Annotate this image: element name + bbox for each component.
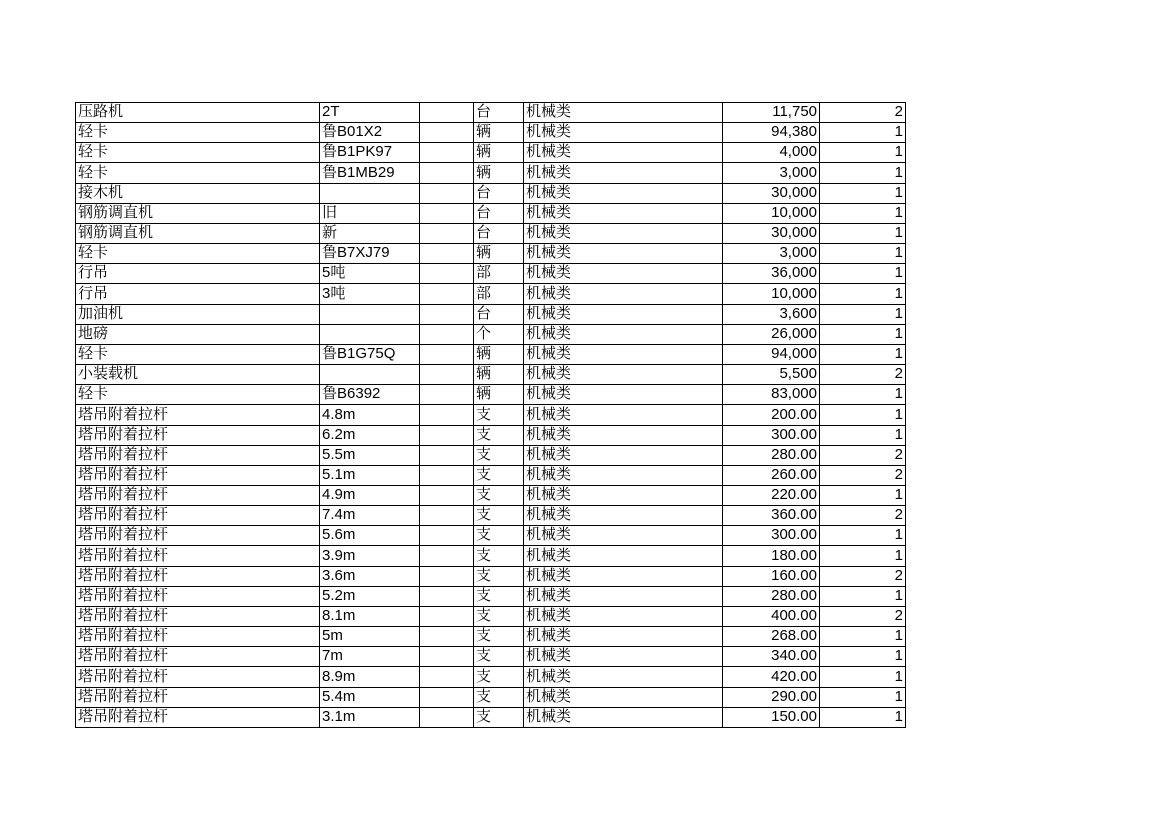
- cell-value[interactable]: 300.00: [723, 425, 820, 445]
- cell-category[interactable]: 机械类: [524, 284, 723, 304]
- cell-blank[interactable]: [420, 546, 474, 566]
- cell-blank[interactable]: [420, 365, 474, 385]
- cell-unit[interactable]: 台: [474, 103, 524, 123]
- cell-quantity[interactable]: 1: [820, 203, 906, 223]
- cell-quantity[interactable]: 1: [820, 143, 906, 163]
- cell-value[interactable]: 340.00: [723, 647, 820, 667]
- cell-unit[interactable]: 支: [474, 485, 524, 505]
- cell-quantity[interactable]: 1: [820, 324, 906, 344]
- cell-value[interactable]: 200.00: [723, 405, 820, 425]
- table-row: [76, 344, 906, 364]
- cell-quantity[interactable]: 2: [820, 103, 906, 123]
- cell-value[interactable]: 4,000: [723, 143, 820, 163]
- cell-item-name[interactable]: 塔吊附着拉杆: [76, 586, 320, 606]
- cell-spec[interactable]: 7.4m: [320, 506, 420, 526]
- cell-spec[interactable]: 2T: [320, 103, 420, 123]
- cell-category[interactable]: 机械类: [524, 344, 723, 364]
- table-row: [76, 123, 906, 143]
- cell-category[interactable]: 机械类: [524, 647, 723, 667]
- cell-unit[interactable]: 台: [474, 304, 524, 324]
- cell-spec[interactable]: 8.9m: [320, 667, 420, 687]
- cell-quantity[interactable]: 1: [820, 667, 906, 687]
- cell-category[interactable]: 机械类: [524, 304, 723, 324]
- cell-unit[interactable]: 辆: [474, 163, 524, 183]
- cell-item-name[interactable]: 塔吊附着拉杆: [76, 485, 320, 505]
- table-row: [76, 445, 906, 465]
- cell-value[interactable]: 11,750: [723, 103, 820, 123]
- cell-value[interactable]: 360.00: [723, 506, 820, 526]
- cell-quantity[interactable]: 1: [820, 385, 906, 405]
- cell-item-name[interactable]: 塔吊附着拉杆: [76, 465, 320, 485]
- cell-spec[interactable]: [320, 183, 420, 203]
- cell-quantity[interactable]: 2: [820, 445, 906, 465]
- table-row: [76, 163, 906, 183]
- cell-value[interactable]: 150.00: [723, 707, 820, 727]
- cell-spec[interactable]: 3吨: [320, 284, 420, 304]
- cell-spec[interactable]: 5吨: [320, 264, 420, 284]
- cell-quantity[interactable]: 1: [820, 344, 906, 364]
- cell-value[interactable]: 3,000: [723, 244, 820, 264]
- table-row: [76, 324, 906, 344]
- cell-spec[interactable]: 8.1m: [320, 606, 420, 626]
- cell-blank[interactable]: [420, 183, 474, 203]
- cell-category[interactable]: 机械类: [524, 103, 723, 123]
- cell-item-name[interactable]: 加油机: [76, 304, 320, 324]
- cell-quantity[interactable]: 1: [820, 627, 906, 647]
- table-row: [76, 546, 906, 566]
- cell-quantity[interactable]: 1: [820, 647, 906, 667]
- cell-unit[interactable]: 部: [474, 264, 524, 284]
- cell-unit[interactable]: 辆: [474, 365, 524, 385]
- cell-item-name[interactable]: 塔吊附着拉杆: [76, 526, 320, 546]
- cell-item-name[interactable]: 塔吊附着拉杆: [76, 667, 320, 687]
- cell-spec[interactable]: 鲁B1MB29: [320, 163, 420, 183]
- cell-blank[interactable]: [420, 647, 474, 667]
- cell-category[interactable]: 机械类: [524, 506, 723, 526]
- cell-unit[interactable]: 支: [474, 707, 524, 727]
- table-row: [76, 586, 906, 606]
- cell-quantity[interactable]: 1: [820, 546, 906, 566]
- cell-category[interactable]: 机械类: [524, 244, 723, 264]
- cell-unit[interactable]: 支: [474, 405, 524, 425]
- table-row: [76, 223, 906, 243]
- cell-category[interactable]: 机械类: [524, 324, 723, 344]
- cell-item-name[interactable]: 小装载机: [76, 365, 320, 385]
- cell-blank[interactable]: [420, 506, 474, 526]
- cell-spec[interactable]: 5.1m: [320, 465, 420, 485]
- cell-blank[interactable]: [420, 284, 474, 304]
- cell-quantity[interactable]: 1: [820, 526, 906, 546]
- cell-blank[interactable]: [420, 244, 474, 264]
- cell-value[interactable]: 280.00: [723, 586, 820, 606]
- cell-unit[interactable]: 支: [474, 586, 524, 606]
- cell-value[interactable]: 30,000: [723, 223, 820, 243]
- cell-quantity[interactable]: 1: [820, 123, 906, 143]
- cell-quantity[interactable]: 1: [820, 284, 906, 304]
- table-row: [76, 365, 906, 385]
- cell-unit[interactable]: 个: [474, 324, 524, 344]
- cell-blank[interactable]: [420, 203, 474, 223]
- cell-spec[interactable]: 5.2m: [320, 586, 420, 606]
- cell-item-name[interactable]: 轻卡: [76, 123, 320, 143]
- cell-category[interactable]: 机械类: [524, 667, 723, 687]
- cell-value[interactable]: 160.00: [723, 566, 820, 586]
- cell-quantity[interactable]: 1: [820, 183, 906, 203]
- cell-item-name[interactable]: 塔吊附着拉杆: [76, 606, 320, 626]
- table-row: [76, 264, 906, 284]
- cell-item-name[interactable]: 地磅: [76, 324, 320, 344]
- cell-blank[interactable]: [420, 425, 474, 445]
- cell-spec[interactable]: [320, 304, 420, 324]
- table-row: [76, 506, 906, 526]
- cell-blank[interactable]: [420, 385, 474, 405]
- table-row: [76, 405, 906, 425]
- cell-blank[interactable]: [420, 606, 474, 626]
- cell-blank[interactable]: [420, 143, 474, 163]
- table-row: [76, 304, 906, 324]
- cell-item-name[interactable]: 塔吊附着拉杆: [76, 627, 320, 647]
- cell-unit[interactable]: 部: [474, 284, 524, 304]
- table-row: [76, 385, 906, 405]
- cell-value[interactable]: 5,500: [723, 365, 820, 385]
- table-row: [76, 244, 906, 264]
- cell-quantity[interactable]: 1: [820, 304, 906, 324]
- cell-spec[interactable]: 5.6m: [320, 526, 420, 546]
- cell-spec[interactable]: 3.6m: [320, 566, 420, 586]
- cell-item-name[interactable]: 钢筋调直机: [76, 223, 320, 243]
- cell-quantity[interactable]: 1: [820, 707, 906, 727]
- cell-blank[interactable]: [420, 707, 474, 727]
- cell-unit[interactable]: 辆: [474, 344, 524, 364]
- cell-unit[interactable]: 支: [474, 566, 524, 586]
- cell-category[interactable]: 机械类: [524, 445, 723, 465]
- cell-spec[interactable]: 5.4m: [320, 687, 420, 707]
- cell-quantity[interactable]: 1: [820, 264, 906, 284]
- cell-unit[interactable]: 台: [474, 183, 524, 203]
- cell-category[interactable]: 机械类: [524, 123, 723, 143]
- cell-category[interactable]: 机械类: [524, 425, 723, 445]
- cell-value[interactable]: 300.00: [723, 526, 820, 546]
- table-row: [76, 183, 906, 203]
- cell-blank[interactable]: [420, 163, 474, 183]
- cell-category[interactable]: 机械类: [524, 606, 723, 626]
- table-row: [76, 465, 906, 485]
- cell-value[interactable]: 26,000: [723, 324, 820, 344]
- spreadsheet-area: [75, 102, 905, 727]
- cell-value[interactable]: 10,000: [723, 284, 820, 304]
- cell-item-name[interactable]: 行吊: [76, 264, 320, 284]
- cell-unit[interactable]: 支: [474, 526, 524, 546]
- cell-blank[interactable]: [420, 405, 474, 425]
- cell-value[interactable]: 180.00: [723, 546, 820, 566]
- equipment-inventory-table: [75, 102, 906, 728]
- table-row: [76, 627, 906, 647]
- cell-value[interactable]: 94,000: [723, 344, 820, 364]
- cell-category[interactable]: 机械类: [524, 385, 723, 405]
- cell-unit[interactable]: 支: [474, 647, 524, 667]
- cell-item-name[interactable]: 塔吊附着拉杆: [76, 405, 320, 425]
- cell-blank[interactable]: [420, 103, 474, 123]
- cell-value[interactable]: 3,600: [723, 304, 820, 324]
- cell-quantity[interactable]: 1: [820, 244, 906, 264]
- cell-item-name[interactable]: 塔吊附着拉杆: [76, 647, 320, 667]
- cell-value[interactable]: 83,000: [723, 385, 820, 405]
- cell-item-name[interactable]: 塔吊附着拉杆: [76, 425, 320, 445]
- cell-blank[interactable]: [420, 344, 474, 364]
- cell-value[interactable]: 290.00: [723, 687, 820, 707]
- cell-item-name[interactable]: 塔吊附着拉杆: [76, 546, 320, 566]
- cell-blank[interactable]: [420, 304, 474, 324]
- cell-blank[interactable]: [420, 324, 474, 344]
- cell-category[interactable]: 机械类: [524, 163, 723, 183]
- cell-value[interactable]: 36,000: [723, 264, 820, 284]
- cell-spec[interactable]: 4.9m: [320, 485, 420, 505]
- cell-category[interactable]: 机械类: [524, 365, 723, 385]
- cell-category[interactable]: 机械类: [524, 687, 723, 707]
- cell-item-name[interactable]: 塔吊附着拉杆: [76, 566, 320, 586]
- cell-spec[interactable]: 新: [320, 223, 420, 243]
- cell-unit[interactable]: 支: [474, 465, 524, 485]
- cell-unit[interactable]: 支: [474, 606, 524, 626]
- cell-category[interactable]: 机械类: [524, 143, 723, 163]
- cell-unit[interactable]: 辆: [474, 123, 524, 143]
- cell-item-name[interactable]: 压路机: [76, 103, 320, 123]
- cell-unit[interactable]: 支: [474, 445, 524, 465]
- table-row: [76, 485, 906, 505]
- cell-blank[interactable]: [420, 566, 474, 586]
- cell-blank[interactable]: [420, 687, 474, 707]
- cell-spec[interactable]: 5m: [320, 627, 420, 647]
- cell-item-name[interactable]: 轻卡: [76, 143, 320, 163]
- cell-value[interactable]: 420.00: [723, 667, 820, 687]
- cell-unit[interactable]: 台: [474, 223, 524, 243]
- cell-spec[interactable]: 4.8m: [320, 405, 420, 425]
- table-row: [76, 143, 906, 163]
- cell-blank[interactable]: [420, 667, 474, 687]
- cell-quantity[interactable]: 1: [820, 485, 906, 505]
- cell-unit[interactable]: 辆: [474, 244, 524, 264]
- cell-value[interactable]: 30,000: [723, 183, 820, 203]
- cell-value[interactable]: 220.00: [723, 485, 820, 505]
- cell-item-name[interactable]: 轻卡: [76, 244, 320, 264]
- cell-spec[interactable]: 鲁B1PK97: [320, 143, 420, 163]
- cell-spec[interactable]: 鲁B1G75Q: [320, 344, 420, 364]
- cell-category[interactable]: 机械类: [524, 627, 723, 647]
- cell-unit[interactable]: 支: [474, 687, 524, 707]
- cell-item-name[interactable]: 塔吊附着拉杆: [76, 506, 320, 526]
- cell-category[interactable]: 机械类: [524, 223, 723, 243]
- cell-spec[interactable]: 3.9m: [320, 546, 420, 566]
- cell-unit[interactable]: 台: [474, 203, 524, 223]
- cell-category[interactable]: 机械类: [524, 485, 723, 505]
- cell-quantity[interactable]: 1: [820, 223, 906, 243]
- table-row: [76, 203, 906, 223]
- cell-blank[interactable]: [420, 586, 474, 606]
- cell-spec[interactable]: 7m: [320, 647, 420, 667]
- cell-quantity[interactable]: 2: [820, 365, 906, 385]
- cell-item-name[interactable]: 塔吊附着拉杆: [76, 687, 320, 707]
- table-row: [76, 687, 906, 707]
- cell-quantity[interactable]: 2: [820, 465, 906, 485]
- cell-quantity[interactable]: 2: [820, 606, 906, 626]
- cell-spec[interactable]: 鲁B6392: [320, 385, 420, 405]
- cell-category[interactable]: 机械类: [524, 707, 723, 727]
- cell-value[interactable]: 10,000: [723, 203, 820, 223]
- cell-blank[interactable]: [420, 485, 474, 505]
- cell-item-name[interactable]: 轻卡: [76, 344, 320, 364]
- cell-value[interactable]: 260.00: [723, 465, 820, 485]
- cell-quantity[interactable]: 1: [820, 405, 906, 425]
- cell-blank[interactable]: [420, 123, 474, 143]
- table-row: [76, 284, 906, 304]
- cell-blank[interactable]: [420, 627, 474, 647]
- cell-quantity[interactable]: 1: [820, 425, 906, 445]
- cell-item-name[interactable]: 接木机: [76, 183, 320, 203]
- cell-category[interactable]: 机械类: [524, 566, 723, 586]
- cell-quantity[interactable]: 1: [820, 586, 906, 606]
- cell-value[interactable]: 3,000: [723, 163, 820, 183]
- cell-spec[interactable]: 鲁B01X2: [320, 123, 420, 143]
- cell-spec[interactable]: 旧: [320, 203, 420, 223]
- table-row: [76, 606, 906, 626]
- cell-spec[interactable]: [320, 324, 420, 344]
- table-row: [76, 566, 906, 586]
- cell-unit[interactable]: 支: [474, 546, 524, 566]
- table-row: [76, 707, 906, 727]
- cell-value[interactable]: 94,380: [723, 123, 820, 143]
- cell-unit[interactable]: 辆: [474, 143, 524, 163]
- cell-item-name[interactable]: 钢筋调直机: [76, 203, 320, 223]
- cell-value[interactable]: 400.00: [723, 606, 820, 626]
- cell-unit[interactable]: 支: [474, 667, 524, 687]
- cell-category[interactable]: 机械类: [524, 526, 723, 546]
- table-row: [76, 103, 906, 123]
- cell-value[interactable]: 268.00: [723, 627, 820, 647]
- cell-category[interactable]: 机械类: [524, 405, 723, 425]
- cell-item-name[interactable]: 塔吊附着拉杆: [76, 445, 320, 465]
- table-row: [76, 425, 906, 445]
- cell-quantity[interactable]: 2: [820, 506, 906, 526]
- cell-spec[interactable]: 3.1m: [320, 707, 420, 727]
- cell-quantity[interactable]: 1: [820, 687, 906, 707]
- cell-category[interactable]: 机械类: [524, 586, 723, 606]
- cell-category[interactable]: 机械类: [524, 546, 723, 566]
- cell-blank[interactable]: [420, 223, 474, 243]
- cell-category[interactable]: 机械类: [524, 203, 723, 223]
- cell-category[interactable]: 机械类: [524, 465, 723, 485]
- cell-unit[interactable]: 支: [474, 506, 524, 526]
- cell-item-name[interactable]: 轻卡: [76, 163, 320, 183]
- cell-quantity[interactable]: 2: [820, 566, 906, 586]
- cell-spec[interactable]: 5.5m: [320, 445, 420, 465]
- cell-category[interactable]: 机械类: [524, 264, 723, 284]
- cell-value[interactable]: 280.00: [723, 445, 820, 465]
- cell-item-name[interactable]: 轻卡: [76, 385, 320, 405]
- table-row: [76, 647, 906, 667]
- cell-spec[interactable]: 鲁B7XJ79: [320, 244, 420, 264]
- table-row: [76, 667, 906, 687]
- cell-blank[interactable]: [420, 465, 474, 485]
- cell-spec[interactable]: 6.2m: [320, 425, 420, 445]
- cell-item-name[interactable]: 塔吊附着拉杆: [76, 707, 320, 727]
- cell-category[interactable]: 机械类: [524, 183, 723, 203]
- cell-quantity[interactable]: 1: [820, 163, 906, 183]
- cell-unit[interactable]: 支: [474, 425, 524, 445]
- cell-blank[interactable]: [420, 264, 474, 284]
- cell-blank[interactable]: [420, 526, 474, 546]
- cell-unit[interactable]: 支: [474, 627, 524, 647]
- table-row: [76, 526, 906, 546]
- cell-spec[interactable]: [320, 365, 420, 385]
- cell-item-name[interactable]: 行吊: [76, 284, 320, 304]
- cell-unit[interactable]: 辆: [474, 385, 524, 405]
- cell-blank[interactable]: [420, 445, 474, 465]
